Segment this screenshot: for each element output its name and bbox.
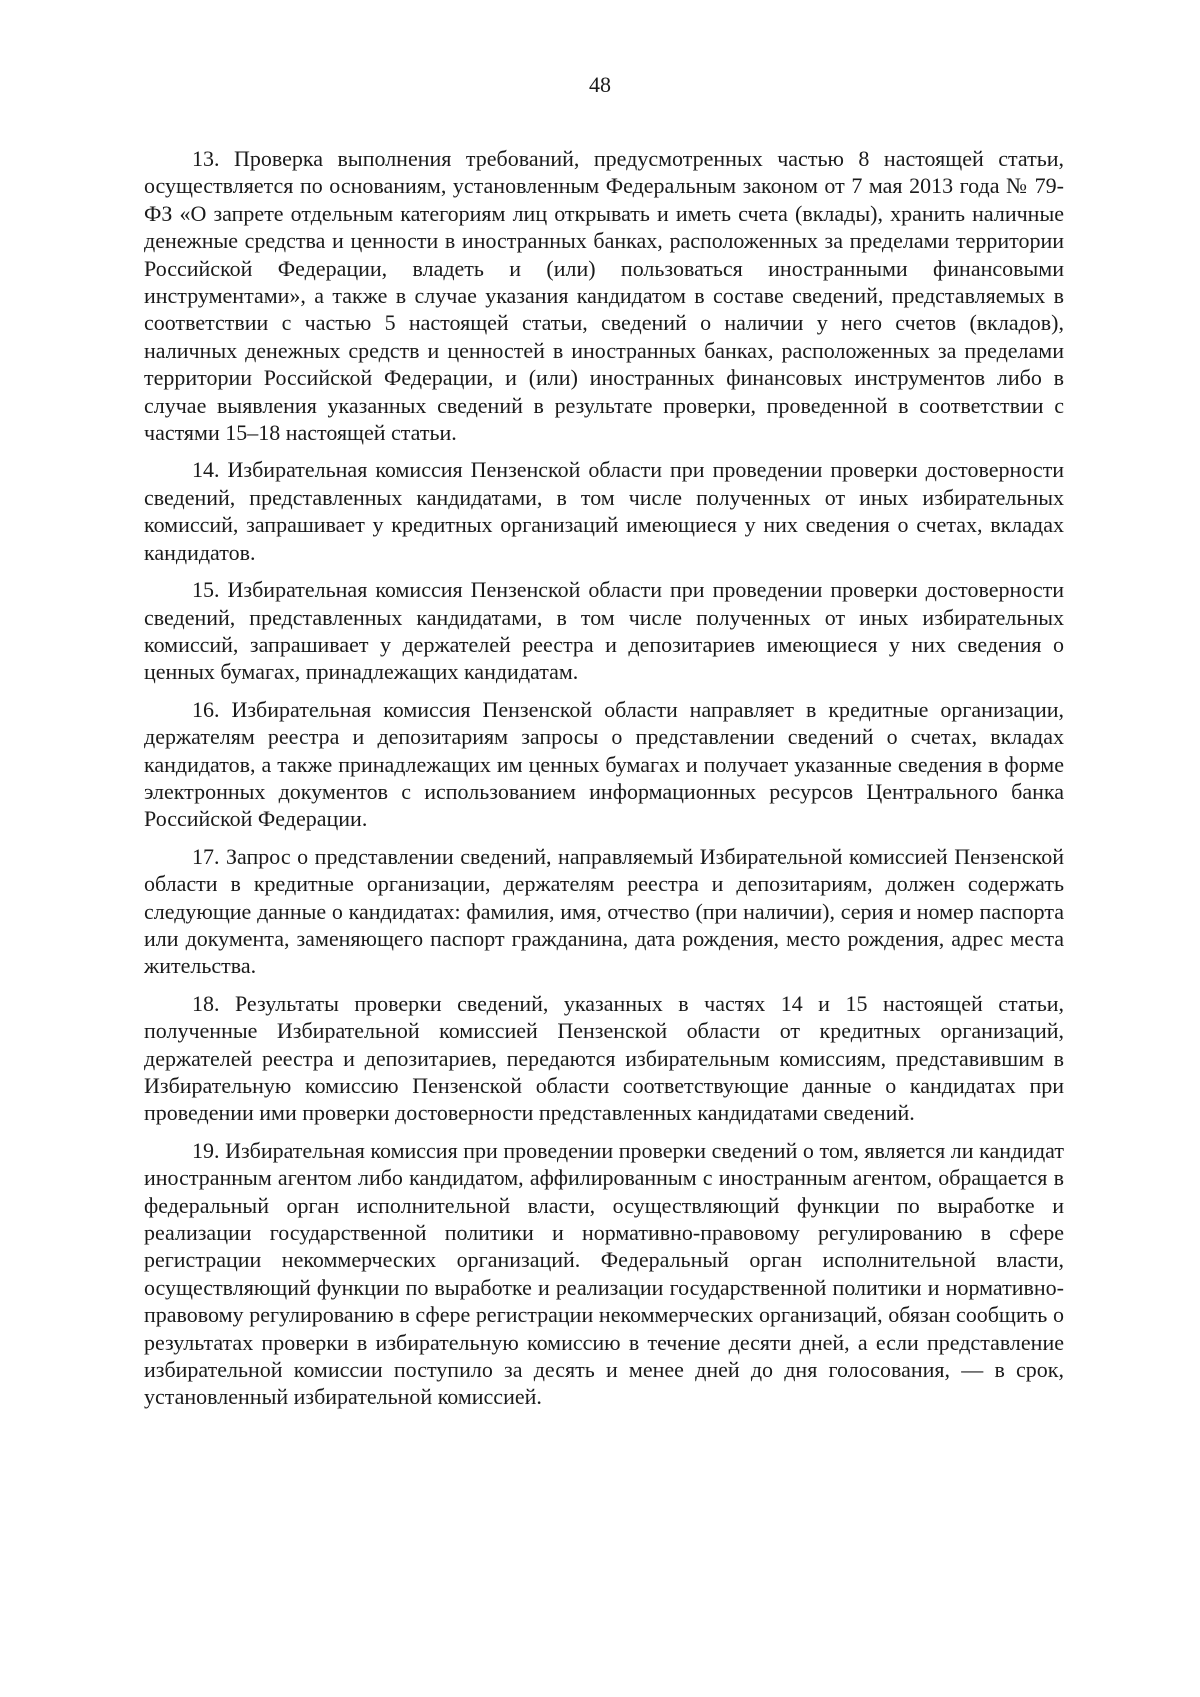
paragraph-14: 14. Избирательная комиссия Пензенской области при проведении проверки достоверности сведений, представленных кандидатами, в том числе полученных от иных избирательных комиссий, запрашивает у кредитных организаций имеющиеся у них сведения о счетах, вкладах кандидатов.	[144, 457, 1064, 565]
paragraph-16: 16. Избирательная комиссия Пензенской области направляет в кредитные организации, держателям реестра и депозитариям запросы о представлении сведений о счетах, вкладах кандидатов, а также принадлежащих им ценных бумагах и получает указанные сведения в форме электронных документов с использованием информационных ресурсов Центрального банка Российской Федерации.	[144, 696, 1064, 832]
document-body	[144, 145, 1064, 1421]
paragraph-13: 13. Проверка выполнения требований, предусмотренных частью 8 настоящей статьи, осуществляется по основаниям, установленным Федеральным законом от 7 мая 2013 года № 79-ФЗ «О запрете отдельным категориям лиц открывать и иметь счета (вклады), хранить наличные денежные средства и ценности в иностранных банках, расположенных за пределами территории Российской Федерации, владеть и (или) пользоваться иностранными финансовыми инструментами», а также в случае указания кандидатом в составе сведений, представляемых в соответствии с частью 5 настоящей статьи, сведений о наличии у него счетов (вкладов), наличных денежных средств и ценностей в иностранных банках, расположенных за пределами территории Российской Федерации, и (или) иностранных финансовых инструментов либо в случае выявления указанных сведений в результате проверки, проведенной в соответствии с частями 15–18 настоящей статьи.	[144, 146, 1064, 446]
paragraph-15: 15. Избирательная комиссия Пензенской области при проведении проверки достоверности сведений, представленных кандидатами, в том числе полученных от иных избирательных комиссий, запрашивает у держателей реестра и депозитариев имеющиеся у них сведения о ценных бумагах, принадлежащих кандидатам.	[144, 577, 1064, 685]
page-number: 48	[589, 72, 611, 97]
paragraph-18: 18. Результаты проверки сведений, указанных в частях 14 и 15 настоящей статьи, полученные Избирательной комиссией Пензенской области от кредитных организаций, держателей реестра и депозитариев, передаются избирательным комиссиям, представившим в Избирательную комиссию Пензенской области соответствующие данные о кандидатах при проведении ими проверки достоверности представленных кандидатами сведений.	[144, 990, 1064, 1126]
paragraph-19: 19. Избирательная комиссия при проведении проверки сведений о том, является ли кандидат иностранным агентом либо кандидатом, аффилированным с иностранным агентом, обращается в федеральный орган исполнительной власти, осуществляющий функции по выработке и реализации государственной политики и нормативно-правовому регулированию в сфере регистрации некоммерческих организаций. Федеральный орган исполнительной власти, осуществляющий функции по выработке и реализации государственной политики и нормативно-правовому регулированию в сфере регистрации некоммерческих организаций, обязан сообщить о результатах проверки в избирательную комиссию в течение десяти дней, а если представление избирательной комиссии поступило за десять и менее дней до дня голосования, — в срок, установленный избирательной комиссией.	[144, 1137, 1064, 1410]
paragraph-17: 17. Запрос о представлении сведений, направляемый Избирательной комиссией Пензенской области в кредитные организации, держателям реестра и депозитариям, должен содержать следующие данные о кандидатах: фамилия, имя, отчество (при наличии), серия и номер паспорта или документа, заменяющего паспорт гражданина, дата рождения, место рождения, адрес места жительства.	[144, 843, 1064, 979]
